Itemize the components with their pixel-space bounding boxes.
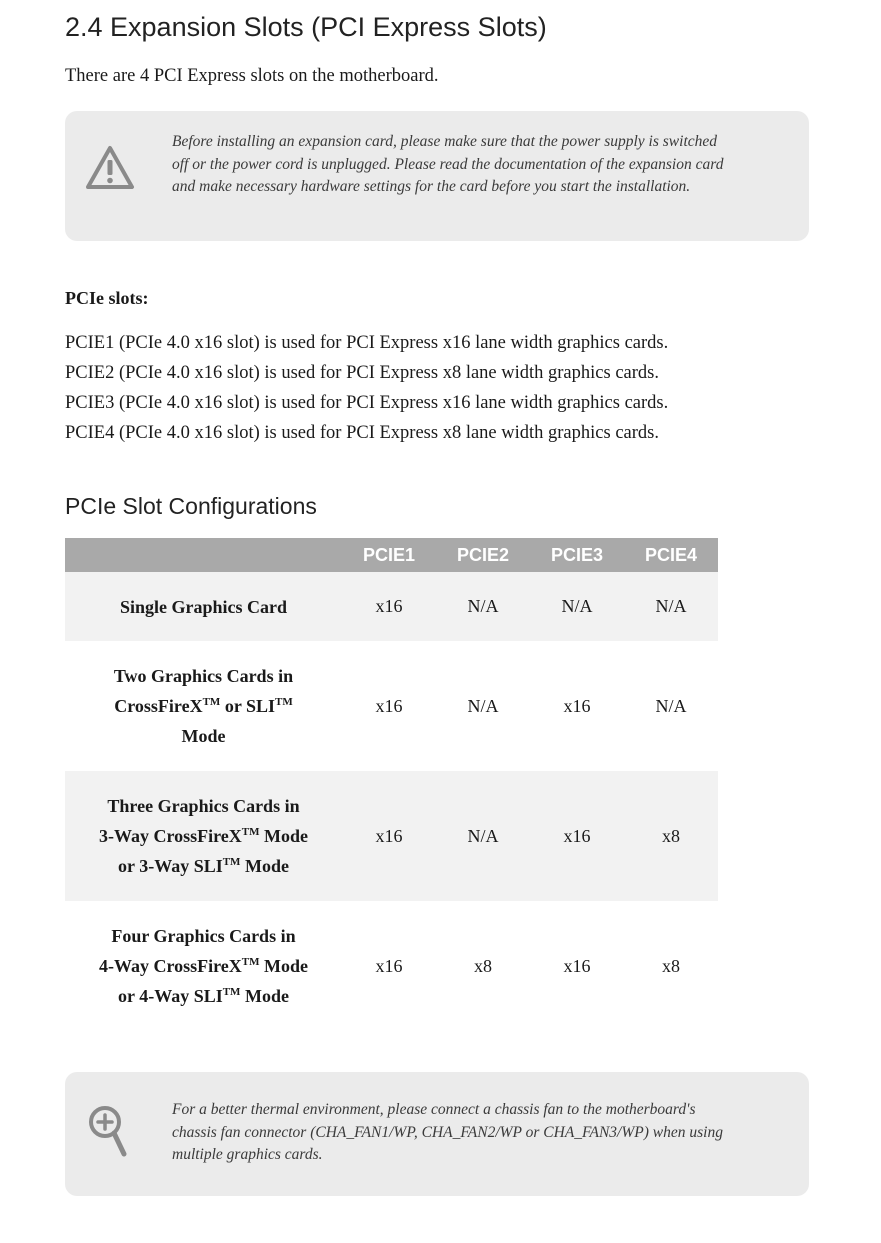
slot-line: PCIE3 (PCIe 4.0 x16 slot) is used for PCI Express x16 lane width graphics cards.	[65, 393, 669, 413]
table-cell: N/A	[530, 572, 624, 641]
caution-note	[65, 111, 809, 241]
row-label: Single Graphics Card	[65, 572, 342, 641]
table-header-cell: PCIE4	[624, 538, 718, 572]
config-title: PCIe Slot Configurations	[65, 493, 317, 519]
zoom-plus-icon	[87, 1104, 133, 1165]
table-header-cell: PCIE1	[342, 538, 436, 572]
slot-line: PCIE4 (PCIe 4.0 x16 slot) is used for PCI Express x8 lane width graphics cards.	[65, 423, 659, 443]
table-row	[65, 572, 718, 641]
table-cell: x8	[474, 955, 492, 976]
slots-label: PCIe slots:	[65, 288, 149, 308]
table-row	[65, 901, 718, 1031]
row-label: Two Graphics Cards in CrossFireX™ or SLI™ Mode	[113, 666, 294, 746]
tip-note	[65, 1072, 809, 1196]
table-header-cell	[65, 538, 342, 572]
table-cell: x16	[342, 572, 436, 641]
table-cell: x16	[563, 695, 591, 716]
table-cell: x16	[375, 955, 403, 976]
table-header-cell: PCIE3	[530, 538, 624, 572]
intro-text: There are 4 PCI Express slots on the motherboard.	[65, 66, 439, 86]
table-cell: N/A	[436, 572, 530, 641]
caution-text: Before installing an expansion card, please make sure that the power supply is switched off or the power cord is unplugged. Please read the documentation of the expansion card and make necessary hardware settings for the card before you start the installation.	[172, 133, 724, 196]
table-cell: x16	[375, 695, 403, 716]
table-cell: N/A	[624, 572, 718, 641]
table-header-cell: PCIE2	[436, 538, 530, 572]
table-cell: x16	[563, 955, 591, 976]
table-cell: N/A	[436, 771, 530, 901]
tip-text: For a better thermal environment, please connect a chassis fan to the motherboard's chassis fan connector (CHA_FAN1/WP, CHA_FAN2/WP or CHA_FAN3/WP) when using multiple graphics cards.	[172, 1101, 723, 1164]
table-cell: x8	[662, 955, 680, 976]
table-cell: x8	[624, 771, 718, 901]
slot-line: PCIE1 (PCIe 4.0 x16 slot) is used for PCI Express x16 lane width graphics cards.	[65, 333, 669, 353]
table-cell: x16	[342, 771, 436, 901]
table-header-row	[65, 538, 718, 572]
table-row	[65, 641, 718, 771]
table-cell: N/A	[655, 695, 687, 716]
warning-icon	[85, 145, 135, 196]
table-cell: N/A	[467, 695, 499, 716]
page-title: 2.4 Expansion Slots (PCI Express Slots)	[65, 12, 547, 42]
slot-config-table	[65, 538, 718, 1031]
slots-list	[65, 328, 668, 448]
table-cell: x16	[530, 771, 624, 901]
row-label: Four Graphics Cards in 4-Way CrossFireX™ Mode or 4-Way SLI™ Mode	[98, 926, 309, 1006]
slot-line: PCIE2 (PCIe 4.0 x16 slot) is used for PCI Express x8 lane width graphics cards.	[65, 363, 659, 383]
table-row	[65, 771, 718, 901]
row-label: Three Graphics Cards in 3-Way CrossFireX™ Mode or 3-Way SLI™ Mode	[65, 771, 342, 901]
